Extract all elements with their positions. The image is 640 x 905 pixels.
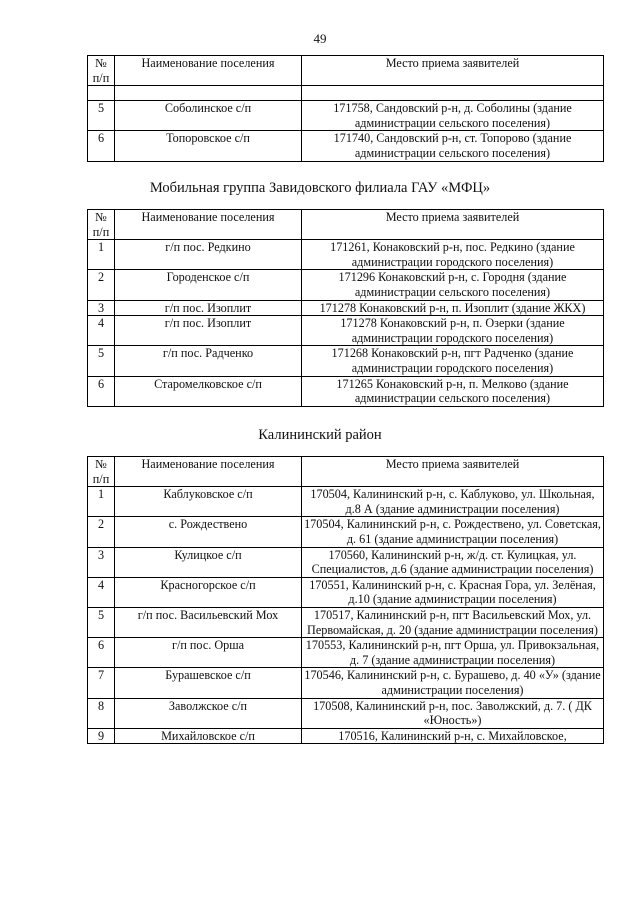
row-place: 171268 Конаковский р-н, пгт Радченко (здание администрации городского поселения) (302, 346, 604, 376)
row-settlement: Старомелковское с/п (115, 376, 302, 406)
row-settlement: с. Рождествено (115, 517, 302, 547)
table-row (88, 270, 604, 300)
table-row (88, 517, 604, 547)
row-num: 1 (88, 240, 115, 270)
row-num: 5 (88, 607, 115, 637)
table-row (88, 300, 604, 316)
header-name: Наименование поселения (115, 210, 302, 240)
table-row (88, 547, 604, 577)
row-settlement: Городенское с/п (115, 270, 302, 300)
row-num: 2 (88, 270, 115, 300)
row-place: 171278 Конаковский р-н, п. Озерки (здание администрации городского поселения) (302, 316, 604, 346)
row-place: 171296 Конаковский р-н, с. Городня (здание администрации сельского поселения) (302, 270, 604, 300)
row-num: 6 (88, 376, 115, 406)
table-row (88, 668, 604, 698)
row-place: 171740, Сандовский р-н, ст. Топорово (здание администрации сельского поселения) (302, 131, 604, 161)
row-num: 1 (88, 487, 115, 517)
row-settlement: г/п пос. Орша (115, 638, 302, 668)
table-row (88, 698, 604, 728)
row-num: 4 (88, 577, 115, 607)
table-header-row (88, 210, 604, 240)
row-num: 7 (88, 668, 115, 698)
table-row (88, 346, 604, 376)
row-place: 170516, Калининский р-н, с. Михайловское, (302, 728, 604, 744)
table-row (88, 376, 604, 406)
row-num: 5 (88, 101, 115, 131)
row-num: 6 (88, 638, 115, 668)
row-settlement: Топоровское с/п (115, 131, 302, 161)
row-settlement: Красногорское с/п (115, 577, 302, 607)
table-row (88, 607, 604, 637)
row-place: 170546, Калининский р-н, с. Бурашево, д. 40 «У» (здание администрации поселения) (302, 668, 604, 698)
header-num: № п/п (88, 56, 115, 86)
row-settlement: г/п пос. Радченко (115, 346, 302, 376)
section-title-kalininsky: Калининский район (258, 427, 382, 443)
header-place: Место приема заявителей (302, 210, 604, 240)
row-settlement: Соболинское с/п (115, 101, 302, 131)
header-place: Место приема заявителей (302, 56, 604, 86)
row-settlement: г/п пос. Изоплит (115, 300, 302, 316)
row-place: 171265 Конаковский р-н, п. Мелково (здание администрации сельского поселения) (302, 376, 604, 406)
row-num: 4 (88, 316, 115, 346)
table-header-row (88, 457, 604, 487)
table-row (88, 131, 604, 161)
table-row-empty (88, 86, 604, 101)
table-row (88, 577, 604, 607)
row-settlement: г/п пос. Васильевский Мох (115, 607, 302, 637)
section-title-mobile-group: Мобильная группа Завидовского филиала ГАУ «МФЦ» (149, 180, 491, 196)
header-name: Наименование поселения (115, 457, 302, 487)
row-settlement: г/п пос. Редкино (115, 240, 302, 270)
row-num: 9 (88, 728, 115, 744)
header-num: № п/п (88, 210, 115, 240)
row-place: 170504, Калининский р-н, с. Каблуково, ул. Школьная, д.8 А (здание администрации поселения) (302, 487, 604, 517)
row-settlement: г/п пос. Изоплит (115, 316, 302, 346)
row-place: 171758, Сандовский р-н, д. Соболины (здание администрации сельского поселения) (302, 101, 604, 131)
row-place: 171278 Конаковский р-н, п. Изоплит (здание ЖКХ) (302, 300, 604, 316)
header-name: Наименование поселения (115, 56, 302, 86)
row-settlement: Кулицкое с/п (115, 547, 302, 577)
row-num: 3 (88, 300, 115, 316)
row-settlement: Каблуковское с/п (115, 487, 302, 517)
header-num: № п/п (88, 457, 115, 487)
row-settlement: Бурашевское с/п (115, 668, 302, 698)
row-settlement: Михайловское с/п (115, 728, 302, 744)
table-row (88, 240, 604, 270)
settlements-table-1 (87, 55, 604, 162)
row-num: 3 (88, 547, 115, 577)
table-row (88, 487, 604, 517)
table-header-row (88, 56, 604, 86)
row-place: 171261, Конаковский р-н, пос. Редкино (здание администрации городского поселения) (302, 240, 604, 270)
settlements-table-2 (87, 209, 604, 407)
row-place: 170517, Калининский р-н, пгт Васильевский Мох, ул. Первомайская, д. 20 (здание администрации поселения) (302, 607, 604, 637)
table-row (88, 101, 604, 131)
settlements-table-3 (87, 456, 604, 744)
row-num: 8 (88, 698, 115, 728)
row-num: 6 (88, 131, 115, 161)
row-num: 2 (88, 517, 115, 547)
row-place: 170504, Калининский р-н, с. Рождествено, ул. Советская, д. 61 (здание администрации поселения) (302, 517, 604, 547)
table-row (88, 316, 604, 346)
row-place: 170551, Калининский р-н, с. Красная Гора, ул. Зелёная, д.10 (здание администрации поселения) (302, 577, 604, 607)
row-place: 170508, Калининский р-н, пос. Заволжский, д. 7. ( ДК «Юность») (302, 698, 604, 728)
row-settlement: Заволжское с/п (115, 698, 302, 728)
header-place: Место приема заявителей (302, 457, 604, 487)
row-num: 5 (88, 346, 115, 376)
table-row (88, 638, 604, 668)
row-place: 170560, Калининский р-н, ж/д. ст. Кулицкая, ул. Специалистов, д.6 (здание администрации поселения) (302, 547, 604, 577)
row-place: 170553, Калининский р-н, пгт Орша, ул. Привокзальная, д. 7 (здание администрации поселения) (302, 638, 604, 668)
page-number: 49 (313, 31, 327, 46)
table-row (88, 728, 604, 744)
